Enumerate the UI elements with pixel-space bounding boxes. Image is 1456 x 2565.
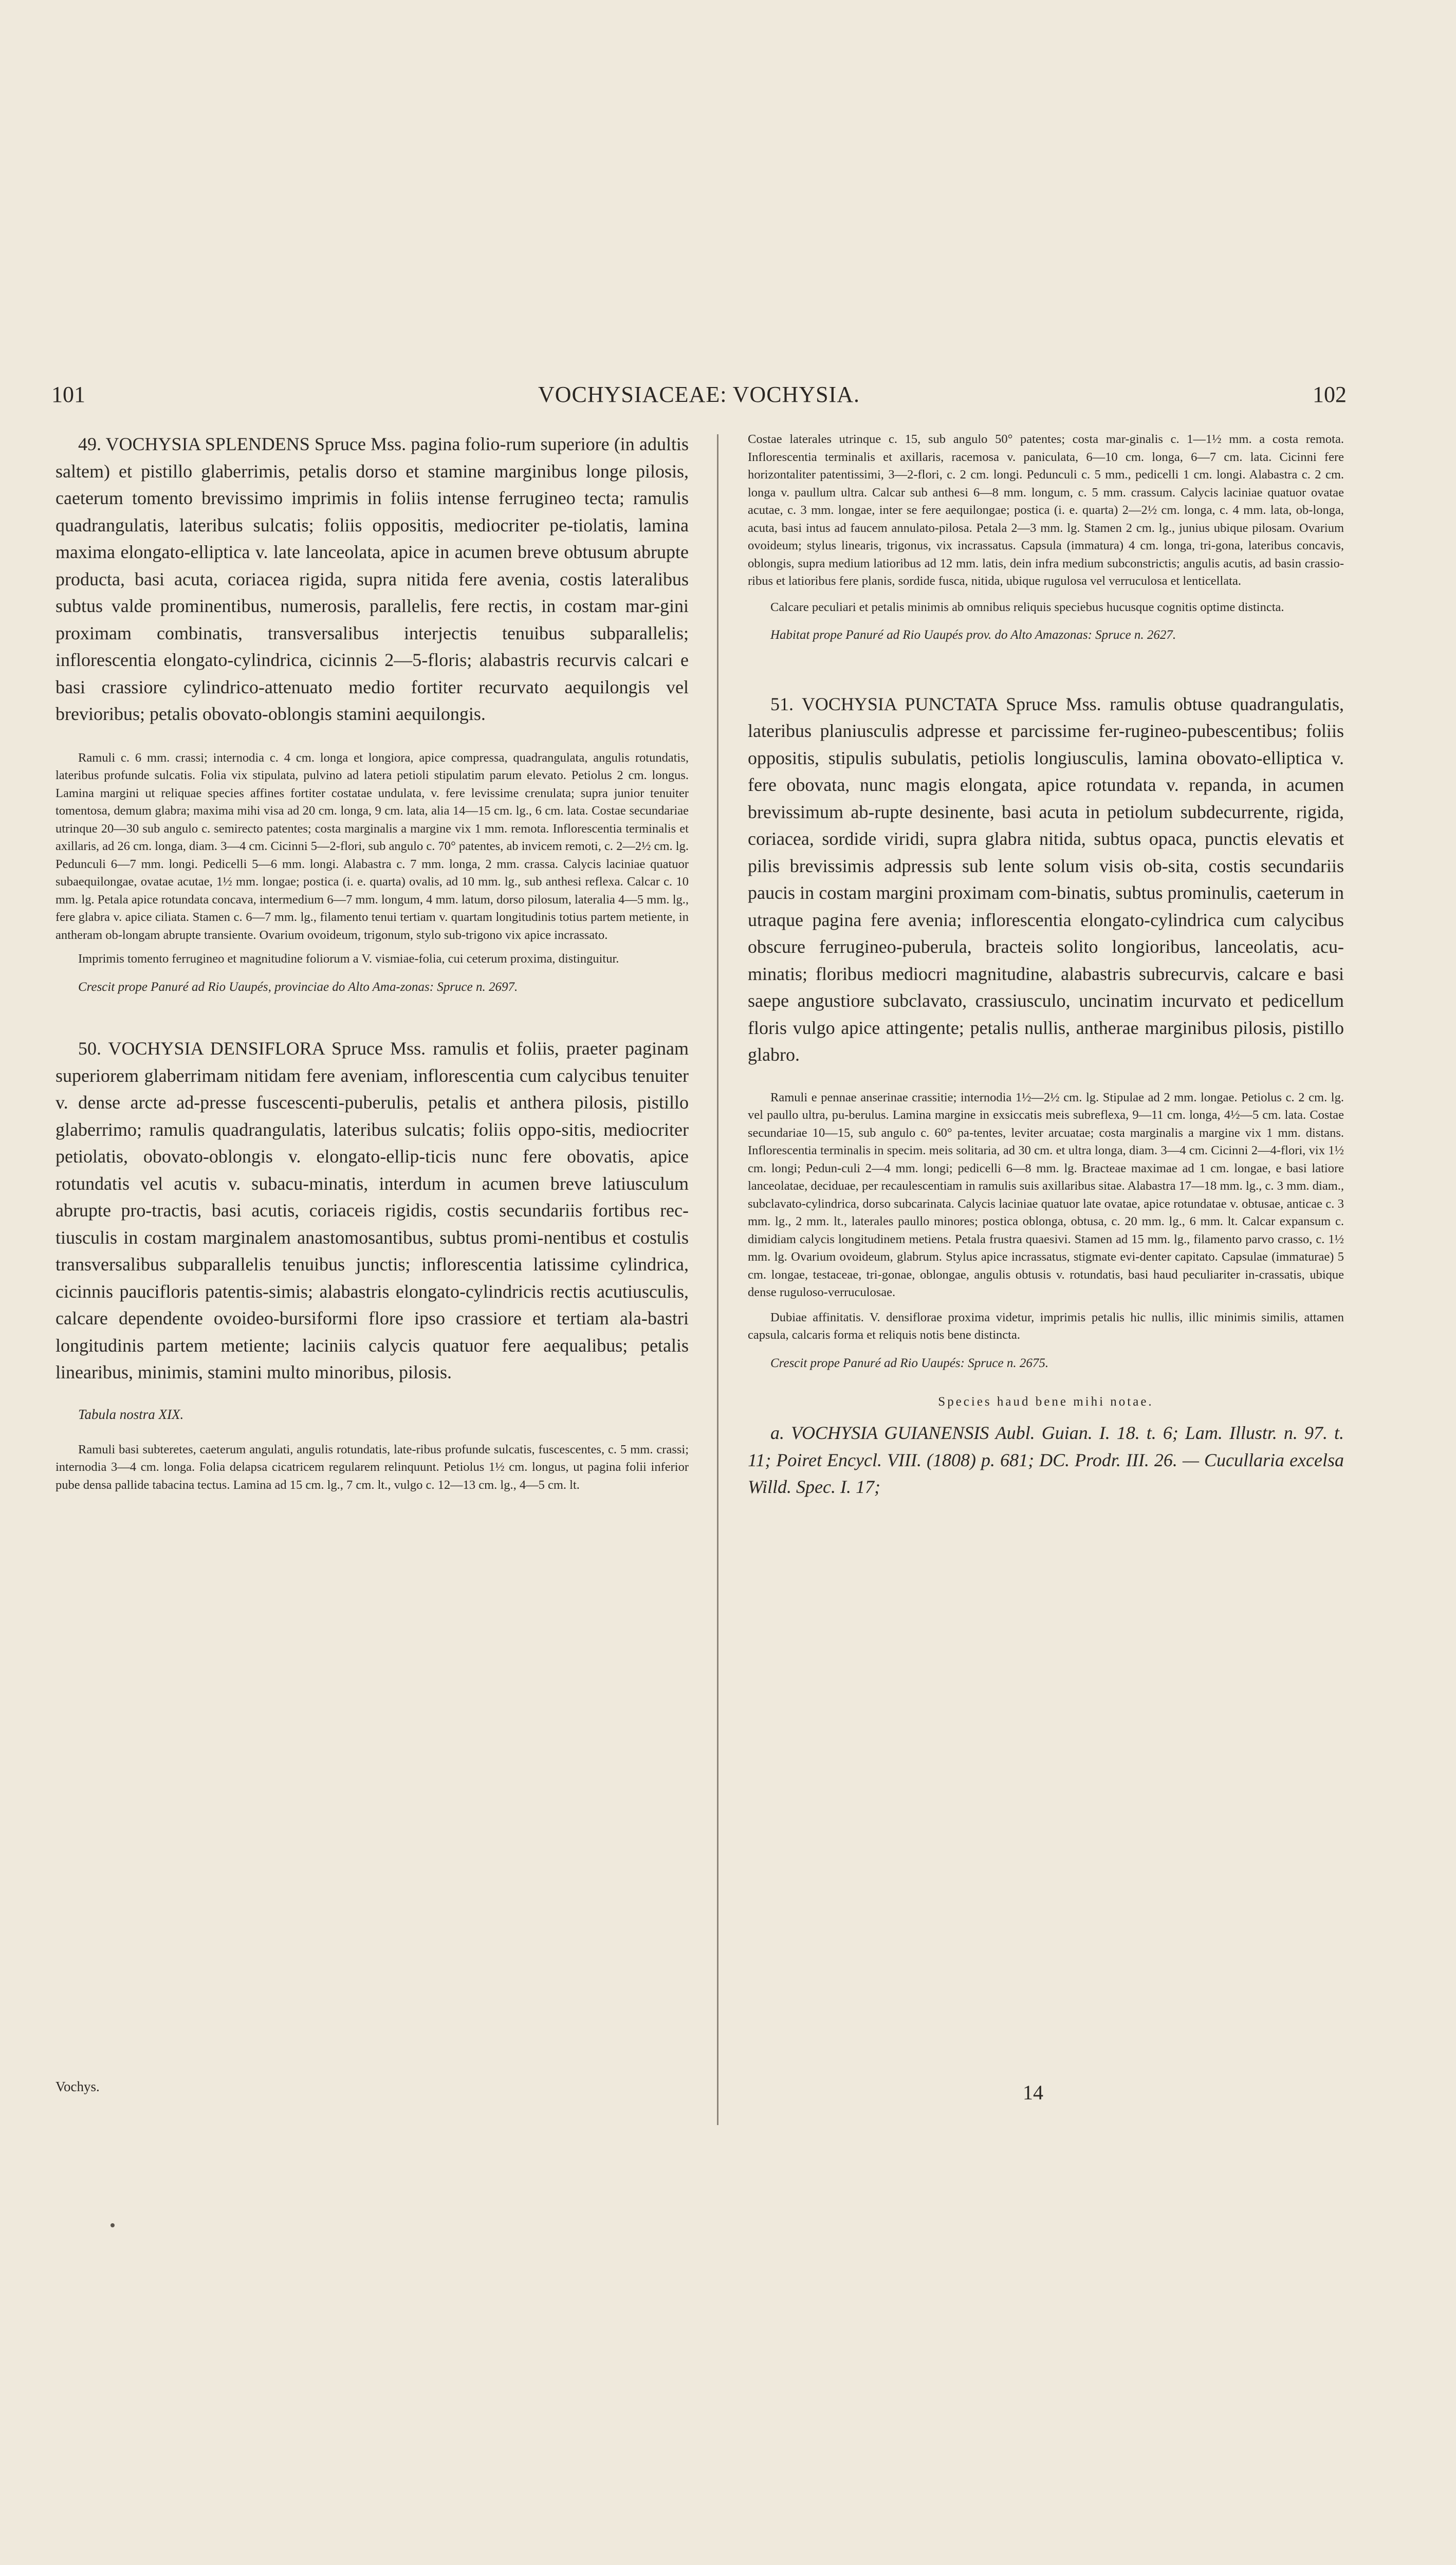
species-50-description: 50. VOCHYSIA DENSIFLORA Spruce Mss. ramulis et foliis, praeter paginam superiorem glaberrimam nitidam fere aveniam, inflorescentia cum calycibus tenuiter v. dense arcte ad-presse fuscescenti-puberulis, petalis et anthera pilosis, pistillo glaberrimo; ramulis quadrangulatis, lateribus sulcatis; foliis oppo-sitis, mediocriter petiolatis, obovato-oblongis v. elongato-ellip-ticis nunc fere obovatis, apice rotundatis vel acutis v. subacu-minatis, interdum in acumen breve latiusculum abrupte pro-tractis, basi acutis, coriaceis rigidis, costis secundariis fortibus rec-tiusculis in costam marginalem anastomosantibus, subtus promi-nentibus et costulis transversalibus subparallelis tenuibus junctis; inflorescentia latissime cylindrica, cicinnis paucifloris patentis-simis; alabastris elongato-cylindricis rectis acutiusculis, calcare dependente ovoideo-bursiformi flore ipso crassiore et tertiam ala-bastri longitudinis partem metiente; laciniis calycis quatuor fere aequalibus; petalis linearibus, minimis, stamini multo minoribus, pilosis. bbox=[56, 1038, 689, 1382]
plate-reference: Tabula nostra XIX. bbox=[78, 1406, 184, 1422]
species-50-details-continued: Costae laterales utrinque c. 15, sub angulo 50° patentes; costa mar-ginalis c. 1—1½ mm. a costa remota. Inflorescentia terminalis et axillaris, racemosa v. paniculata, 6—10 cm. longa, 6—7 cm. lata. Cicinni fere horizontaliter patentissimi, 3—2-flori, c. 2 cm. longi. Pedunculi c. 5 mm., pedicelli 1 cm. longi. Alabastra c. 2 cm. longa v. paullum ultra. Calcar sub anthesi 6—8 mm. longum, c. 5 mm. crassum. Calycis laciniae quatuor ovatae acutae, c. 3 mm. longae, inter se fere aequilongae; postica (i. e. quarta) 2—2½ cm. longa, c. 4 mm. lata, ob-longa, acuta, basi intus ad faucem annulato-pilosa. Petala 2—3 mm. lg. Stamen 2 cm. lg., junius ubique pilosam. Ovarium ovoideum; stylus linearis, trigonus, vix incrassatus. Capsula (immatura) 4 cm. longa, tri-gona, lateribus concavis, oblongis, supra medium latioribus ad 12 mm. latis, dein infra medium subconstrictis; angulis acutis, ad basin crassio-ribus et latioribus fere planis, sordide fusca, nitida, ubique rugulosa vel verruculosa et lenticellata. bbox=[748, 432, 1344, 588]
species-51-note: Dubiae affinitatis. V. densiflorae proxima videtur, imprimis petalis hic nullis, illic minimis similis, attamen capsula, calcaris forma et reliquis notis bene distincta. bbox=[748, 1310, 1344, 1342]
right-column bbox=[748, 431, 1344, 1501]
species-50-habitat: Habitat prope Panuré ad Rio Uaupés prov. do Alto Amazonas: Spruce n. 2627. bbox=[770, 628, 1176, 642]
species-51-description: 51. VOCHYSIA PUNCTATA Spruce Mss. ramulis obtuse quadrangulatis, lateribus planiusculis adpresse et parcissime fer-rugineo-pubescentibus; foliis oppositis, stipulis subulatis, petiolis longiusculis, lamina obovato-elliptica v. fere obovata, nunc magis elongata, apice rotundata v. repanda, in acumen brevissimum ab-rupte desinente, basi acuta in petiolum subdecurrente, rigida, coriacea, sordide viridi, supra glabra nitida, subtus opaca, punctis elevatis et pilis brevissimis adpressis sub lente solum visis ob-sita, costis secundariis paucis in costam margini proximam com-binatis, subtus prominulis, caeterum in utraque pagina fere avenia; inflorescentia elongato-cylindrica cum calycibus obscure ferrugineo-puberula, bracteis solito longioribus, lanceolatis, acu-minatis; floribus mediocri magnitudine, alabastris subrecurvis, calcare e basi saepe angustiore subclavato, crassiusculo, uncinatim incurvato et pedicellum floris vulgo apice attingente; petalis nullis, antherae marginibus pilosis, pistillo glabro. bbox=[748, 693, 1344, 1065]
species-50-note: Calcare peculiari et petalis minimis ab omnibus reliquis speciebus hucusque cognitis optime distincta. bbox=[770, 600, 1284, 614]
page-number-left: 101 bbox=[51, 382, 85, 407]
column-divider bbox=[717, 434, 718, 2125]
signature-mark: Vochys. bbox=[56, 2079, 100, 2094]
species-49-habitat: Crescit prope Panuré ad Rio Uaupés, provinciae do Alto Ama-zonas: Spruce n. 2697. bbox=[78, 980, 518, 994]
species-49-note: Imprimis tomento ferrugineo et magnitudine foliorum a V. vismiae-folia, cui ceterum proxima, distinguitur. bbox=[78, 952, 619, 966]
page-number-right: 102 bbox=[1313, 382, 1347, 407]
signature-number: 14 bbox=[1023, 2081, 1043, 2104]
paper-speck bbox=[110, 2223, 115, 2227]
species-49-details: Ramuli c. 6 mm. crassi; internodia c. 4 cm. longa et longiora, apice compressa, quadrangulata, angulis rotundatis, lateribus profunde sulcatis. Folia vix stipulata, pulvino ad latera petioli stipulatim parum elevato. Petiolus 2 cm. longus. Lamina margini ut reliquae species affines fortiter costatae undulata, v. fere levissime crenulata; supra junior tenuiter tomentosa, demum glabra; maxima mihi visa ad 20 cm. longa, 9 cm. lata, alia 14—15 cm. lg., 6 cm. lata. Costae secundariae utrinque 20—30 sub angulo c. semirecto patentes; costa marginalis a margine vix 1 mm. remota. Inflorescentia terminalis et axillaris, ad 26 cm. longa, diam. 3—4 cm. Cicinni 5—2-flori, sub angulo c. 70° patentes, ab invicem remoti, c. 2—2½ cm. lg. Pedunculi 6—7 mm. longi. Pedicelli 5—6 mm. longi. Alabastra c. 7 mm. longa, 2 mm. crassa. Calycis laciniae quatuor subaequilongae, ovatae acutae, 1½ mm. longae; postica (i. e. quarta) ovalis, ad 10 mm. lg., sub anthesi reflexa. Calcar c. 10 mm. lg. Petala apice rotundata concava, intermedium 6—7 mm. longum, 4 mm. latum, dorso pilosum, lateralia 4—5 mm. lg., fere glabra v. apice ciliata. Stamen c. 6—7 mm. lg., filamento tenui tertiam v. quartam longitudinis totius partem metiente, in antheram ob-longam abrupte transiente. Ovarium ovoideum, trigonum, stylo sub-trigono vix apice incrassato. bbox=[56, 750, 689, 942]
left-column bbox=[56, 431, 689, 1494]
species-49-description: 49. VOCHYSIA SPLENDENS Spruce Mss. pagina folio-rum superiore (in adultis saltem) et pistillo glaberrimis, petalis dorso et stamine marginibus longe pilosis, caeterum tomento brevissimo imprimis in foliis intense ferrugineo tecta; ramulis quadrangulatis, lateribus sulcatis; foliis oppositis, mediocriter pe-tiolatis, lamina maxima elongato-elliptica v. late lanceolata, apice in acumen breve obtusum abrupte producta, basi acuta, coriacea rigida, supra nitida fere avenia, costis lateralibus subtus valde prominentibus, numerosis, parallelis, fere rectis, in costam mar-gini proximam combinatis, transversalibus interjectis tenuibus subparallelis; inflorescentia elongato-cylindrica, cicinnis 2—5-floris; alabastris recurvis calcari e basi crassiore cylindrico-attenuato medio fortiter recurvato aequilongis vel brevioribus; petalis obovato-oblongis stamini aequilongis. bbox=[56, 434, 689, 724]
species-51-details: Ramuli e pennae anserinae crassitie; internodia 1½—2½ cm. lg. Stipulae ad 2 mm. longae. Petiolus c. 2 cm. lg. vel paullo ultra, pu-berulus. Lamina margine in exsiccatis meis subreflexa, 9—11 cm. longa, 4½—5 cm. lata. Costae secundariae 10—15, sub angulo c. 60° pa-tentes, leviter arcuatae; costa marginalis a margine vix 1 mm. distans. Inflorescentia terminalis in specim. meis solitaria, ad 30 cm. et ultra longa, diam. 3—4 cm. Cicinni 2—4-flori, vix 1½ cm. longi; Pedun-culi 2—4 mm. longi; pedicelli 6—8 mm. lg. Bracteae maximae ad 1 cm. longae, e basi latiore lanceolatae, deciduae, per recaulescentiam in ramulis suis axillaribus sitae. Alabastra 17—18 mm. lg., c. 3 mm. diam., subclavato-cylindrica, dorso subcarinata. Calycis laciniae quatuor late ovatae, apice rotundatae v. obtusae, anticae c. 3 mm. lg., 2 mm. lt., laterales paullo minores; postica oblonga, obtusa, c. 20 mm. lg., 6 mm. lt. Calcar expansum c. dimidiam calycis longitudinem metiens. Petala frustra quaesivi. Stamen ad 15 mm. lg., filamento parvo crasso, c. 1½ mm. lg. Ovarium ovoideum, glabrum. Stylus apice incrassatus, stigmate evi-denter capitato. Capsulae (immaturae) 5 cm. longae, testaceae, tri-gonae, oblongae, angulis obtusis v. rotundatis, basi haud peculiariter in-crassatis, ubique dense ruguloso-verruculosae. bbox=[748, 1090, 1344, 1299]
running-title: VOCHYSIACEAE: VOCHYSIA. bbox=[538, 382, 860, 407]
section-heading: Species haud bene mihi notae. bbox=[938, 1395, 1154, 1409]
species-51-habitat: Crescit prope Panuré ad Rio Uaupés: Spruce n. 2675. bbox=[770, 1356, 1049, 1370]
species-50-details: Ramuli basi subteretes, caeterum angulati, angulis rotundatis, late-ribus profunde sulcatis, fuscescentes, c. 5 mm. crassi; internodia 3—4 cm. longa. Folia delapsa cicatricem regularem relinquunt. Petiolus 1½ cm. longus, ut pagina folii inferior pube densa pallide tabacina tectus. Lamina ad 15 cm. lg., 7 cm. lt., vulgo c. 12—13 cm. lg., 4—5 cm. lt. bbox=[56, 1442, 689, 1492]
page-header bbox=[51, 381, 1347, 412]
species-a-entry: a. VOCHYSIA GUIANENSIS Aubl. Guian. I. 18. t. 6; Lam. Illustr. n. 97. t. 11; Poiret Encycl. VIII. (1808) p. 681; DC. Prodr. III. 26. — Cucullaria excelsa Willd. Spec. I. 17; bbox=[748, 1423, 1344, 1497]
